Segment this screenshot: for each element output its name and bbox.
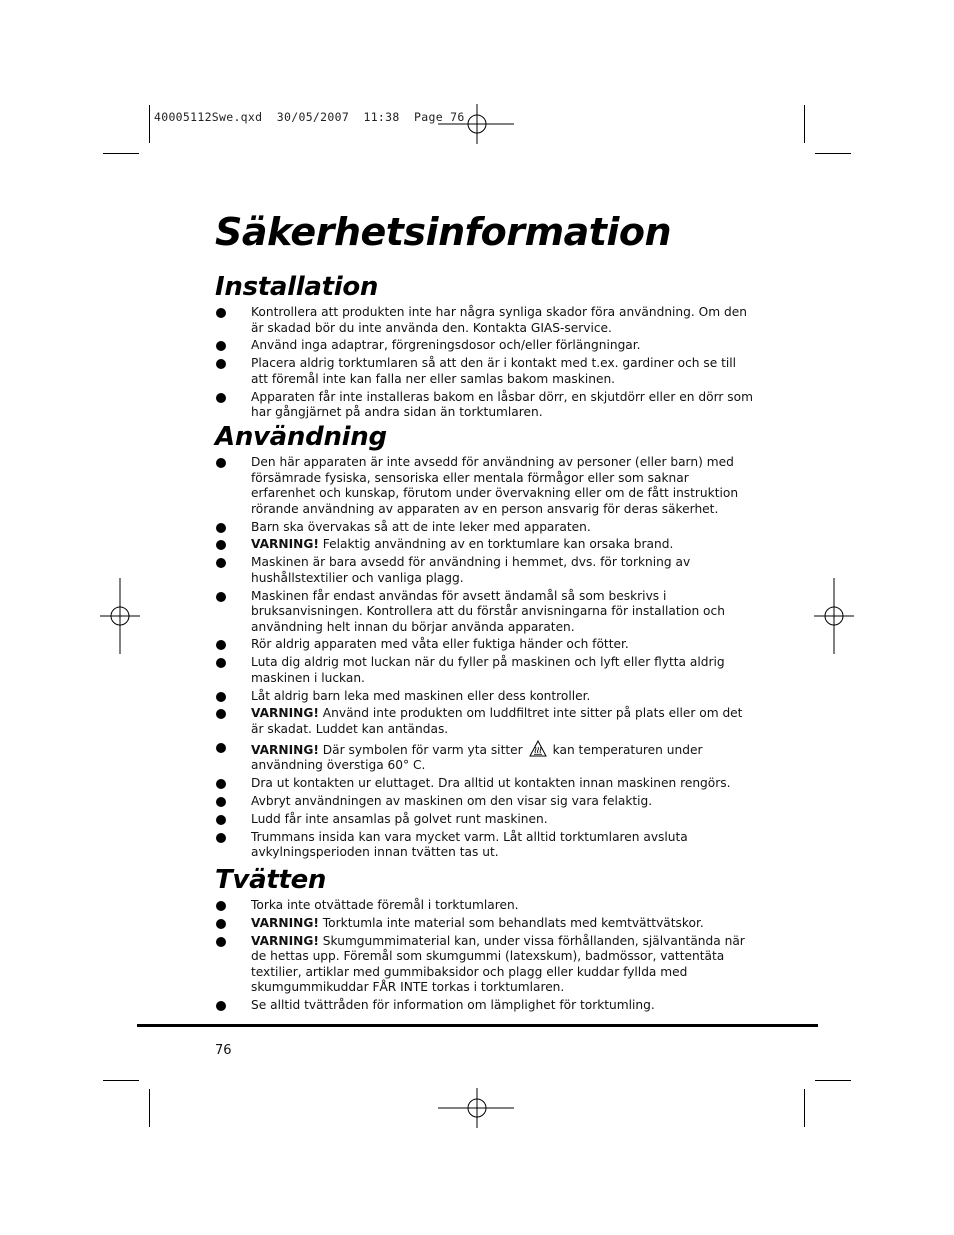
- bullet-icon: [216, 359, 226, 369]
- list-item: Apparaten får inte installeras bakom en låsbar dörr, en skjutdörr eller en dörr som har gångjärnet på andra sidan än torktumlaren.: [215, 390, 755, 421]
- bullet-icon: [216, 592, 226, 602]
- page-number: 76: [215, 1043, 232, 1058]
- bullet-icon: [216, 692, 226, 702]
- list-item: Luta dig aldrig mot luckan när du fyller på maskinen och lyft eller flytta aldrig maskinen i luckan.: [215, 655, 755, 686]
- bullet-icon: [216, 743, 226, 753]
- section-anvandning: [215, 422, 755, 863]
- list-item: Maskinen får endast användas för avsett ändamål så som beskrivs i bruksanvisningen. Kontrollera att du förstår anvisningarna för installation och användning helt innan du börjar använda apparaten.: [215, 589, 755, 636]
- list-item: Använd inga adaptrar, förgreningsdosor och/eller förlängningar.: [215, 338, 755, 354]
- bullet-list: [215, 455, 755, 861]
- bullet-icon: [216, 779, 226, 789]
- bullet-icon: [216, 341, 226, 351]
- list-item: VARNING! Där symbolen för varm yta sitter kan temperaturen under användning överstiga 60° C.: [215, 740, 755, 774]
- crop-mark: [804, 1089, 805, 1127]
- section-tvatten: [215, 865, 755, 1016]
- section-heading: Tvätten: [215, 865, 327, 895]
- hot-surface-icon: [529, 740, 547, 757]
- bullet-icon: [216, 523, 226, 533]
- crop-mark: [103, 1080, 139, 1081]
- section-heading: Installation: [215, 272, 379, 302]
- bullet-icon: [216, 797, 226, 807]
- bullet-icon: [216, 540, 226, 550]
- bullet-icon: [216, 640, 226, 650]
- list-item: Torka inte otvättade föremål i torktumlaren.: [215, 898, 755, 914]
- registration-mark-icon: [438, 1088, 516, 1128]
- bullet-icon: [216, 919, 226, 929]
- page-title: Säkerhetsinformation: [215, 210, 672, 254]
- bullet-icon: [216, 709, 226, 719]
- list-item: Den här apparaten är inte avsedd för användning av personer (eller barn) med försämrade fysiska, sensoriska eller mentala förmågor eller som saknar erfarenhet och kunskap, förutom under övervakning eller om de fått instruktion rörande användning av apparaten av en person ansvarig för deras säkerhet.: [215, 455, 755, 517]
- list-item: VARNING! Skumgummimaterial kan, under vissa förhållanden, självantända när de hettas upp. Föremål som skumgummi (latexskum), badmössor, vattentäta textilier, artiklar med gummibaksidor och plagg eller kuddar fyllda med skumgummikuddar FÅR INTE torkas i torktumlaren.: [215, 934, 755, 996]
- bullet-icon: [216, 1001, 226, 1011]
- bullet-list: [215, 898, 755, 1014]
- list-item: Maskinen är bara avsedd för användning i hemmet, dvs. för torkning av hushållstextilier och vanliga plagg.: [215, 555, 755, 586]
- list-item: Avbryt användningen av maskinen om den visar sig vara felaktig.: [215, 794, 755, 810]
- bullet-icon: [216, 815, 226, 825]
- bullet-icon: [216, 393, 226, 403]
- print-slug: 40005112Swe.qxd 30/05/2007 11:38 Page 76: [154, 110, 465, 124]
- crop-mark: [815, 153, 851, 154]
- list-item: Låt aldrig barn leka med maskinen eller dess kontroller.: [215, 689, 755, 705]
- bullet-icon: [216, 558, 226, 568]
- crop-mark: [149, 105, 150, 143]
- list-item: Kontrollera att produkten inte har några synliga skador föra användning. Om den är skadad bör du inte använda den. Kontakta GIAS-service.: [215, 305, 755, 336]
- bullet-icon: [216, 833, 226, 843]
- crop-mark: [149, 1089, 150, 1127]
- list-item: Barn ska övervakas så att de inte leker med apparaten.: [215, 520, 755, 536]
- list-item: Rör aldrig apparaten med våta eller fuktiga händer och fötter.: [215, 637, 755, 653]
- list-item: Dra ut kontakten ur eluttaget. Dra alltid ut kontakten innan maskinen rengörs.: [215, 776, 755, 792]
- crop-mark: [103, 153, 139, 154]
- bullet-icon: [216, 901, 226, 911]
- list-item: Placera aldrig torktumlaren så att den är i kontakt med t.ex. gardiner och se till att föremål inte kan falla ner eller samlas bakom maskinen.: [215, 356, 755, 387]
- crop-mark: [815, 1080, 851, 1081]
- bullet-list: [215, 305, 755, 421]
- list-item: VARNING! Torktumla inte material som behandlats med kemtvättvätskor.: [215, 916, 755, 932]
- registration-mark-icon: [100, 578, 140, 656]
- bullet-icon: [216, 658, 226, 668]
- crop-mark: [804, 105, 805, 143]
- list-item: Ludd får inte ansamlas på golvet runt maskinen.: [215, 812, 755, 828]
- section-heading: Användning: [215, 422, 387, 452]
- registration-mark-icon: [438, 104, 516, 144]
- section-installation: [215, 272, 755, 423]
- list-item: VARNING! Använd inte produkten om luddfiltret inte sitter på plats eller om det är skadat. Luddet kan antändas.: [215, 706, 755, 737]
- list-item: Trummans insida kan vara mycket varm. Låt alltid torktumlaren avsluta avkylningsperioden innan tvätten tas ut.: [215, 830, 755, 861]
- list-item: VARNING! Felaktig användning av en torktumlare kan orsaka brand.: [215, 537, 755, 553]
- registration-mark-icon: [814, 578, 854, 656]
- bullet-icon: [216, 937, 226, 947]
- footer-rule: [137, 1024, 818, 1027]
- bullet-icon: [216, 458, 226, 468]
- bullet-icon: [216, 308, 226, 318]
- list-item: Se alltid tvättråden för information om lämplighet för torktumling.: [215, 998, 755, 1014]
